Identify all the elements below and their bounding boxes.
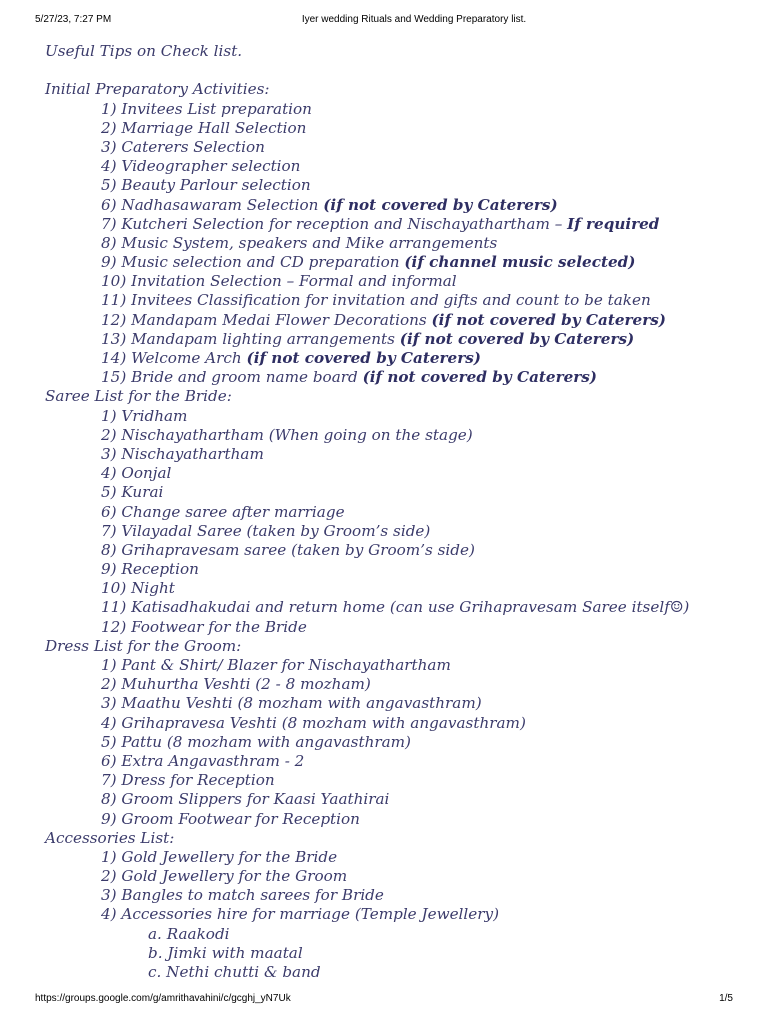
- list-item-text: 11) Invitees Classification for invitation and gifts and count to be taken: [101, 291, 651, 310]
- list-item: 1) Vridham: [101, 406, 188, 425]
- list-item-text: 3) Caterers Selection: [101, 137, 265, 156]
- document-body: [45, 42, 745, 982]
- list-item: 2) Nischayathartham (When going on the stage): [101, 425, 473, 444]
- list-item: 6) Change saree after marriage: [101, 502, 345, 521]
- spacer: [45, 61, 745, 80]
- list-item: 7) Vilayadal Saree (taken by Groom’s side): [101, 521, 431, 540]
- page-url: https://groups.google.com/g/amrithavahini/c/gcghj_yN7Uk: [35, 993, 291, 1004]
- list-item: 6) Extra Angavasthram - 2: [101, 751, 305, 770]
- initial-list: [45, 100, 745, 388]
- list-item: 9) Reception: [101, 560, 199, 579]
- list-item: [101, 311, 745, 330]
- list-item: 8) Groom Slippers for Kaasi Yaathirai: [101, 790, 390, 809]
- list-item: 3) Nischayathartham: [101, 444, 264, 463]
- print-header: [0, 14, 768, 34]
- page-number: 1/5: [719, 993, 733, 1004]
- list-item: 2) Muhurtha Veshti (2 - 8 mozham): [101, 675, 371, 694]
- list-item: [101, 330, 745, 349]
- list-item: [101, 196, 745, 215]
- list-item: 8) Grihapravesam saree (taken by Groom’s side): [101, 540, 475, 559]
- list-item: b. Jimki with maatal: [148, 943, 303, 962]
- list-item: [101, 234, 745, 253]
- list-item-text: 14) Welcome Arch: [101, 349, 247, 367]
- list-item: [101, 253, 745, 272]
- list-item-note: (if not covered by Caterers): [323, 195, 558, 214]
- list-item-note: If required: [567, 214, 660, 233]
- list-item: 1) Gold Jewellery for the Bride: [101, 847, 338, 866]
- list-item-note: (if not covered by Caterers): [399, 329, 635, 348]
- groom-list: [45, 656, 745, 829]
- print-timestamp: 5/27/23, 7:27 PM: [35, 14, 112, 25]
- list-item: 4) Grihapravesa Veshti (8 mozham with angavasthram): [101, 713, 526, 732]
- section-heading-groom: Dress List for the Groom:: [45, 636, 242, 655]
- list-item: 5) Pattu (8 mozham with angavasthram): [101, 732, 411, 751]
- list-item: [101, 349, 745, 368]
- list-item: [101, 215, 745, 234]
- saree-list: [45, 407, 745, 637]
- list-item-note: (if not covered by Caterers): [246, 349, 481, 367]
- accessories-list: [45, 848, 745, 925]
- list-item-text: 6) Nadhasawaram Selection: [101, 195, 324, 214]
- list-item: 3) Maathu Veshti (8 mozham with angavasthram): [101, 694, 482, 713]
- list-item: 1) Pant & Shirt/ Blazer for Nischayathartham: [101, 656, 451, 674]
- list-item: [101, 119, 745, 138]
- list-item-text: 13) Mandapam lighting arrangements: [101, 329, 400, 348]
- list-item: [101, 157, 745, 176]
- list-item: [101, 368, 745, 387]
- tips-title: Useful Tips on Check list.: [45, 42, 243, 60]
- list-item-text: 8) Music System, speakers and Mike arrangements: [101, 233, 498, 252]
- list-item-text: 1) Invitees List preparation: [101, 99, 312, 118]
- list-item: 4) Oonjal: [101, 464, 172, 483]
- list-item-text: 2) Marriage Hall Selection: [101, 118, 307, 137]
- list-item: 2) Gold Jewellery for the Groom: [101, 867, 348, 886]
- list-item: [101, 291, 745, 310]
- list-item-text: 7) Kutcheri Selection for reception and Nischayathartham –: [101, 214, 568, 233]
- print-footer: [0, 993, 768, 1013]
- list-item: a. Raakodi: [148, 924, 230, 943]
- list-item: [101, 176, 745, 195]
- list-item: [101, 100, 745, 119]
- list-item: 7) Dress for Reception: [101, 771, 275, 790]
- section-heading-saree: Saree List for the Bride:: [45, 387, 232, 406]
- list-item: 5) Kurai: [101, 483, 164, 502]
- print-title: Iyer wedding Rituals and Wedding Preparatory list.: [301, 14, 527, 25]
- list-item: 3) Bangles to match sarees for Bride: [101, 886, 384, 905]
- list-item: 9) Groom Footwear for Reception: [101, 809, 360, 828]
- list-item: [101, 138, 745, 157]
- list-item-text: 9) Music selection and CD preparation: [101, 253, 405, 272]
- list-item: 12) Footwear for the Bride: [101, 617, 307, 636]
- list-item-note: (if not covered by Caterers): [362, 368, 597, 387]
- list-item: 11) Katisadhakudai and return home (can use Grihapravesam Saree itself☺): [101, 598, 690, 617]
- list-item-text: 5) Beauty Parlour selection: [101, 176, 311, 195]
- accessories-sublist: [45, 925, 745, 983]
- list-item-text: 15) Bride and groom name board: [101, 368, 363, 387]
- list-item: [101, 272, 745, 291]
- list-item: c. Nethi chutti & band: [148, 963, 321, 981]
- list-item-text: 12) Mandapam Medai Flower Decorations: [101, 310, 432, 329]
- section-heading-initial: Initial Preparatory Activities:: [45, 80, 270, 99]
- list-item-text: 4) Videographer selection: [101, 157, 301, 176]
- list-item-note: (if not covered by Caterers): [431, 310, 666, 329]
- list-item-text: 10) Invitation Selection – Formal and informal: [101, 272, 457, 291]
- list-item: 10) Night: [101, 579, 175, 598]
- list-item: 4) Accessories hire for marriage (Temple Jewellery): [101, 905, 500, 924]
- section-heading-accessories: Accessories List:: [45, 828, 175, 847]
- list-item-note: (if channel music selected): [404, 253, 636, 272]
